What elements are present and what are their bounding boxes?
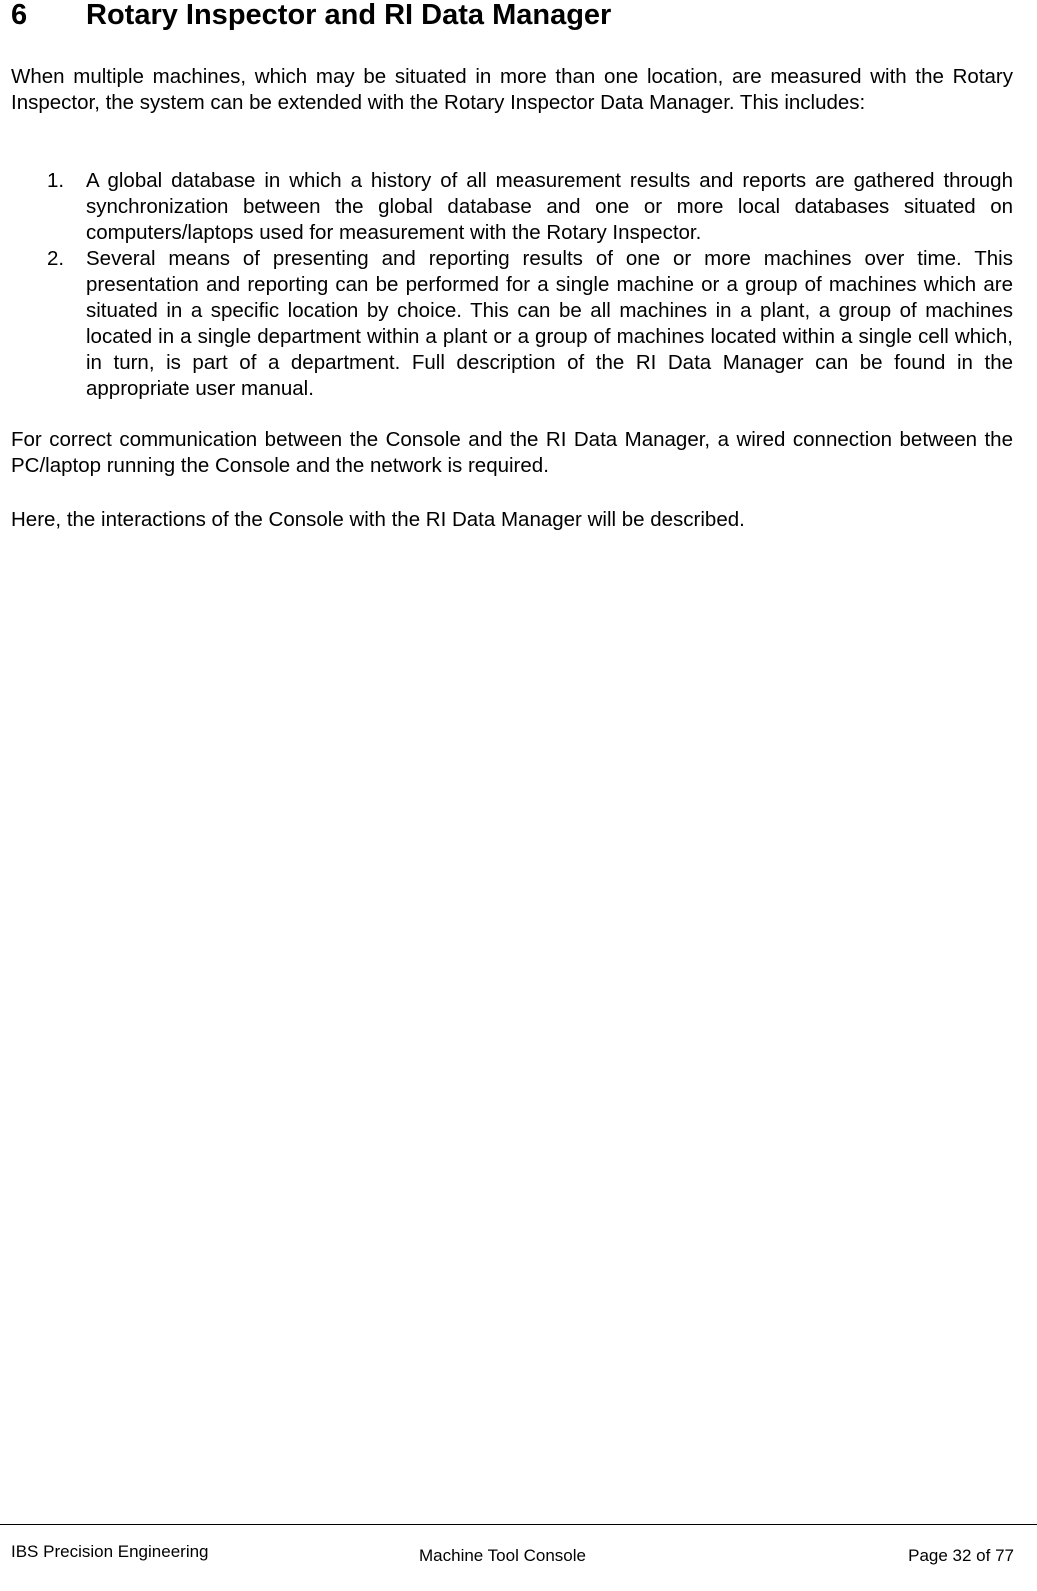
footer-page-number: Page 32 of 77 [908,1546,1014,1565]
feature-list [11,168,1013,402]
list-marker: 1. [47,169,65,192]
communication-paragraph: For correct communication between the Console and the RI Data Manager, a wired connection between the PC/laptop running the Console and the network is required. [11,428,1013,477]
list-item-text: A global database in which a history of all measurement results and reports are gathered through synchronization between the global database and one or more local databases situated on computers/laptops used for measurement with the Rotary Inspector. [86,169,1013,244]
list-marker: 2. [47,247,65,270]
list-item [11,246,1013,402]
section-number: 6 [11,0,28,31]
intro-paragraph: When multiple machines, which may be situated in more than one location, are measured with the Rotary Inspector, the system can be extended with the Rotary Inspector Data Manager. This includes: [11,65,1013,114]
list-item-text: Several means of presenting and reporting results of one or more machines over time. This presentation and reporting can be performed for a single machine or a group of machines which are situated in a specific location by choice. This can be all machines in a plant, a group of machines located in a single department within a plant or a group of machines located within a single cell which, in turn, is part of a department. Full description of the RI Data Manager can be found in the appropriate user manual. [86,247,1013,400]
section-heading [11,0,611,32]
footer-divider [0,1524,1037,1525]
section-title: Rotary Inspector and RI Data Manager [86,0,612,31]
list-item [11,168,1013,246]
footer-document-title: Machine Tool Console [419,1546,586,1565]
footer-company: IBS Precision Engineering [11,1542,209,1561]
closing-paragraph: Here, the interactions of the Console with the RI Data Manager will be described. [11,508,745,531]
